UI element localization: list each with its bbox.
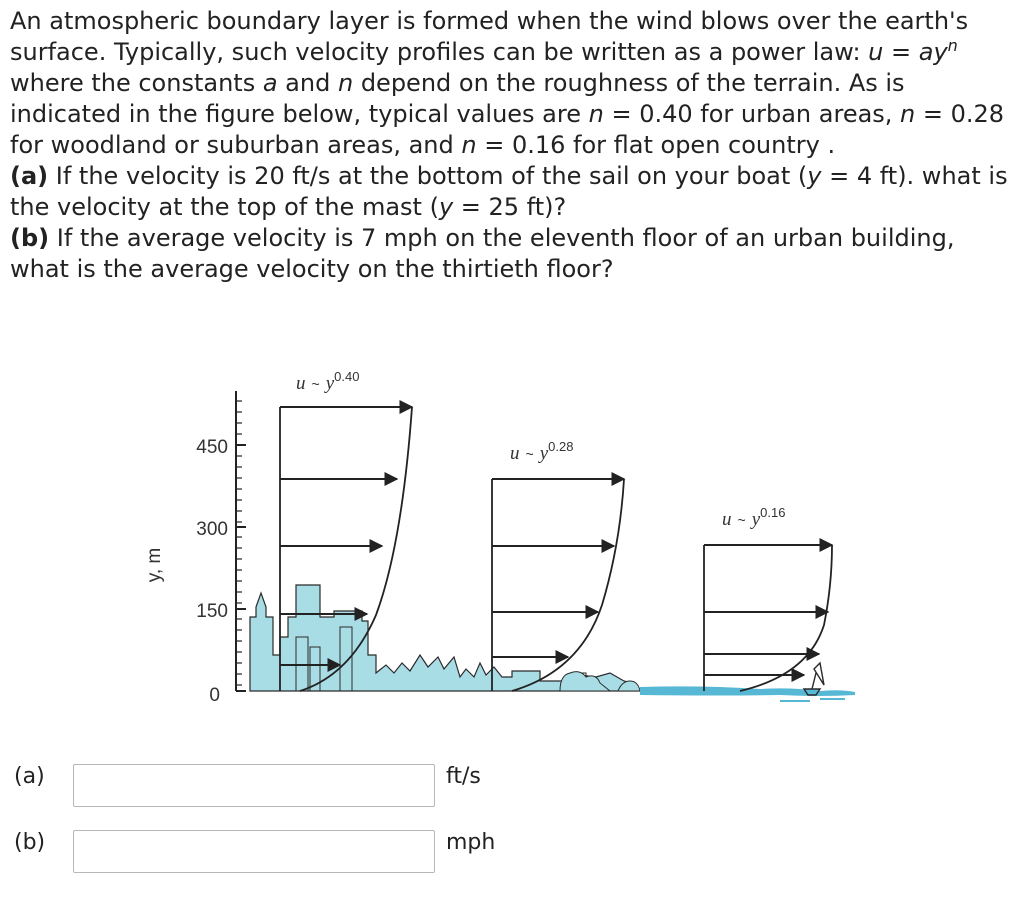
tick-label-450: 450 <box>196 437 228 458</box>
part-a-text: If the velocity is 20 ft/s at the bottom of the sail on your boat ( <box>48 162 808 190</box>
exponent-n: n <box>947 36 958 55</box>
profile-suburban-curve <box>512 479 624 691</box>
answer-b-input[interactable] <box>73 830 435 873</box>
value-flat: = 0.16 for flat open country . <box>476 131 836 159</box>
part-a-question <box>10 161 1015 223</box>
tick-label-0: 0 <box>209 685 220 706</box>
var-y: y <box>438 193 454 221</box>
var-u: u <box>868 38 884 66</box>
intro-text: depend on the roughness of the terrain. As is indicated in the figure below, typical values are <box>10 69 905 128</box>
sailboat <box>804 663 824 695</box>
var-n: n <box>588 100 604 128</box>
answer-a-input[interactable] <box>73 764 435 807</box>
var-y: y <box>807 162 822 190</box>
water-ripples <box>780 699 845 701</box>
profile-flat <box>704 505 832 691</box>
var-ay: ay <box>918 38 948 66</box>
problem-intro <box>10 6 1015 161</box>
y-axis-label: y, m <box>144 547 165 583</box>
profile-suburban <box>492 439 624 691</box>
water <box>640 686 855 696</box>
y-axis-major-ticks <box>236 445 246 691</box>
intro-text: and <box>277 69 338 97</box>
part-b-text: If the average velocity is 7 mph on the eleventh floor of an urban building, what is the average velocity on the thirtieth floor? <box>10 224 955 283</box>
intro-text: An atmospheric boundary layer is formed when the wind blows over the earth's surface. Typically, such velocity profiles can be written as a power law: <box>10 7 969 66</box>
intro-text: where the constants <box>10 69 263 97</box>
formula-equals: = <box>883 38 919 66</box>
answer-a-unit: ft/s <box>446 764 481 789</box>
profile-flat-label: u ~ $y^{0.16}$ <box>722 505 786 530</box>
tick-label-150: 150 <box>196 601 228 622</box>
problem-statement <box>10 6 1015 285</box>
value-woodland: = 0.28 for woodland or suburban areas, and <box>10 100 1005 159</box>
var-n: n <box>461 131 477 159</box>
value-urban: = 0.40 for urban areas, <box>603 100 901 128</box>
part-a-label: (a) <box>10 162 49 190</box>
part-b-question <box>10 223 1015 285</box>
tick-label-300: 300 <box>196 519 228 540</box>
profile-urban-label: u ~ $y^{0.40}$ <box>296 369 360 394</box>
var-n: n <box>337 69 354 97</box>
answer-b-label: (b) <box>14 830 46 855</box>
answer-b-unit: mph <box>446 830 496 855</box>
boundary-layer-figure <box>140 355 870 710</box>
answer-a-label: (a) <box>14 764 45 789</box>
part-a-text: = 4 ft). what is the velocity at the top of the mast ( <box>10 162 1008 221</box>
var-a: a <box>262 69 278 97</box>
part-b-label: (b) <box>10 224 50 252</box>
profile-suburban-label: u ~ $y^{0.28}$ <box>510 439 574 464</box>
var-n: n <box>900 100 916 128</box>
part-a-text: = 25 ft)? <box>453 193 567 221</box>
